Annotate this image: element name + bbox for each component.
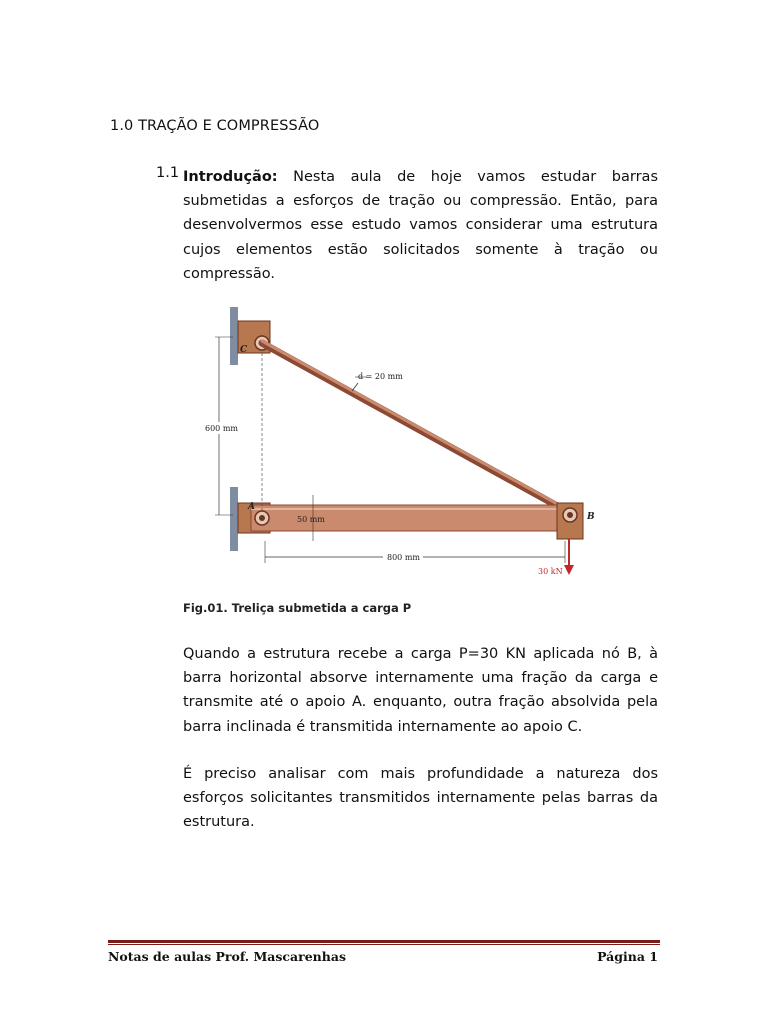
section-heading bbox=[110, 118, 319, 134]
section-title: TRAÇÃO E COMPRESSÃO bbox=[138, 118, 320, 134]
paragraph-load: Quando a estrutura recebe a carga P=30 KN aplicada nó B, à barra horizontal absorve internamente uma fração da carga e transmite até o apoio A. enquanto, outra fração absolvida pela barra inclinada é transmitida internamente ao apoio C. bbox=[183, 646, 658, 735]
load-arrow-icon bbox=[564, 565, 574, 575]
subsection-number: 1.1 bbox=[156, 165, 180, 181]
footer-rule bbox=[108, 940, 660, 945]
footer-page-number: Página 1 bbox=[597, 949, 658, 964]
support-c-wall bbox=[230, 307, 238, 365]
intro-text: Nesta aula de hoje vamos estudar barras submetidas a esforços de tração ou compressão. Então, para desenvolvermos esse estudo vamos considerar uma estrutura cujos elementos estão solicitados somente à tração ou compressão. bbox=[183, 169, 658, 282]
diameter-tick bbox=[352, 383, 358, 391]
dim-50-label: 50 mm bbox=[297, 515, 325, 524]
node-a-label: A bbox=[248, 502, 255, 512]
footer-author: Notas de aulas Prof. Mascarenhas bbox=[108, 949, 346, 964]
truss-figure bbox=[205, 305, 600, 585]
subsection-title: Introdução: bbox=[183, 169, 278, 185]
diameter-label: d = 20 mm bbox=[358, 372, 403, 381]
figure-caption: Fig.01. Treliça submetida a carga P bbox=[183, 601, 412, 615]
load-label: 30 kN bbox=[538, 567, 563, 576]
node-b-label: B bbox=[587, 512, 595, 522]
truss-diagram bbox=[205, 305, 600, 585]
pin-b-center bbox=[567, 512, 573, 518]
inclined-bar-highlight bbox=[262, 341, 570, 511]
dim-600-label: 600 mm bbox=[205, 424, 238, 433]
paragraph-analysis: É preciso analisar com mais profundidade a natureza dos esforços solicitantes transmitidos internamente pelas barras da estrutura. bbox=[183, 766, 658, 831]
dim-800-label: 800 mm bbox=[387, 553, 420, 562]
section-number: 1.0 bbox=[110, 118, 134, 134]
node-c-label: C bbox=[240, 345, 248, 355]
support-a-wall bbox=[230, 487, 238, 551]
intro-paragraph bbox=[183, 165, 658, 286]
inclined-bar bbox=[262, 343, 570, 513]
pin-a-center bbox=[259, 515, 265, 521]
